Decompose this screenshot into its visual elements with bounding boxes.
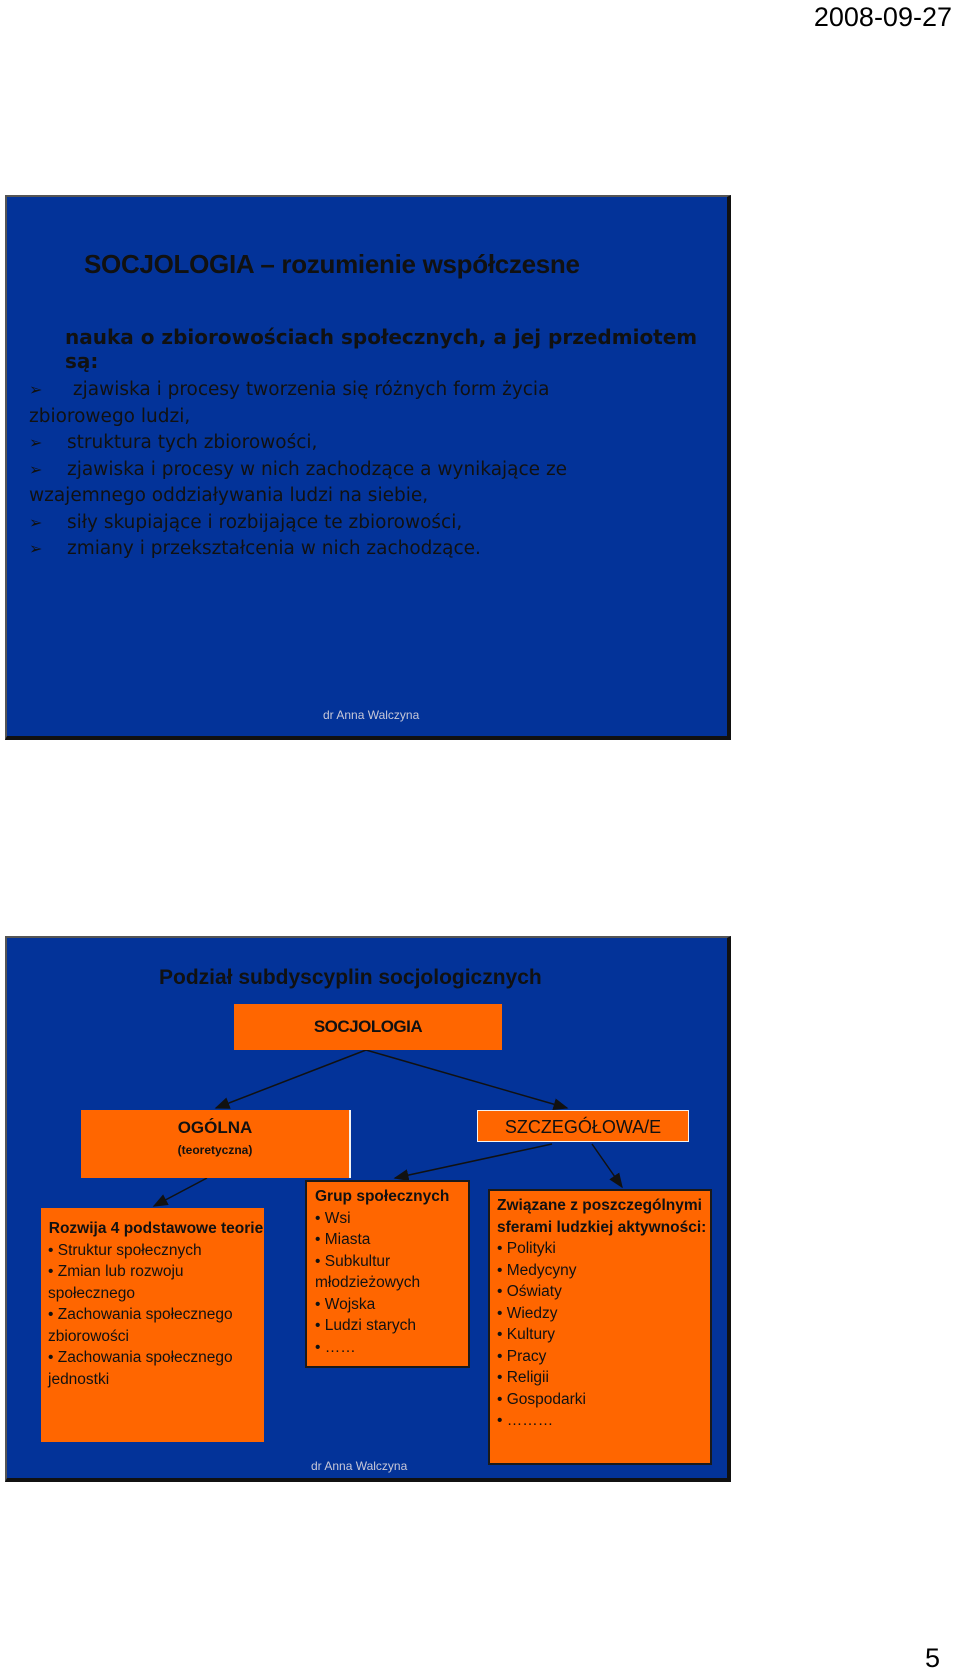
list-item — [29, 377, 709, 404]
list-item: • Oświaty — [497, 1281, 710, 1303]
list-item-text: zmiany i przekształcenia w nich zachodzące. — [67, 538, 481, 559]
page-date: 2008-09-27 — [813, 2, 952, 32]
box-activity-spheres-heading: Związane z poszczególnymi sferami ludzkiej aktywności: — [497, 1197, 707, 1236]
list-item — [29, 536, 709, 563]
slide1-title-main: SOCJOLOGIA — [84, 249, 254, 279]
list-item: • Wsi — [315, 1208, 468, 1230]
list-item — [29, 483, 709, 510]
box-theories-heading: Rozwija 4 podstawowe teorie — [48, 1220, 264, 1237]
slide2-footer: dr Anna Walczyna — [311, 1459, 408, 1473]
arrow-root-to-general — [216, 1050, 366, 1108]
list-item-text: wzajemnego oddziaływania ludzi na siebie, — [29, 485, 429, 506]
slide1-title-rest: – rozumienie współczesne — [260, 249, 580, 279]
node-general-label: OGÓLNA — [177, 1118, 253, 1137]
list-item-text: zbiorowego ludzi, — [29, 405, 191, 427]
page-number: 5 — [924, 1643, 940, 1673]
list-item-text: zjawiska i procesy w nich zachodzące a wynikające ze — [67, 458, 568, 480]
box-activity-spheres — [488, 1189, 712, 1465]
arrow-general-to-theories — [154, 1178, 207, 1206]
list-item — [29, 510, 709, 537]
list-item-text: zjawiska i procesy tworzenia się różnych form życia — [67, 379, 550, 400]
arrow-bullet-icon: ➢ — [29, 539, 43, 558]
list-item: • Kultury — [497, 1324, 710, 1346]
list-item — [29, 430, 709, 457]
box-social-groups-heading: Grup społecznych — [315, 1188, 450, 1205]
node-general — [81, 1110, 351, 1178]
list-item: • Zachowania społecznego zbiorowości — [48, 1304, 264, 1347]
list-item: • Polityki — [497, 1238, 710, 1260]
arrow-bullet-icon: ➢ — [29, 512, 43, 532]
list-item-text: siły skupiające i rozbijające te zbiorowości, — [67, 511, 463, 533]
slide1-footer: dr Anna Walczyna — [323, 708, 420, 722]
list-item: • Pracy — [497, 1346, 710, 1368]
node-general-sublabel: (teoretyczna) — [177, 1143, 253, 1157]
arrow-bullet-icon: ➢ — [29, 380, 43, 399]
list-item: • …… — [315, 1337, 468, 1359]
node-sociology: SOCJOLOGIA — [234, 1004, 502, 1050]
list-item: • Medycyny — [497, 1260, 710, 1282]
slide1-list — [29, 377, 709, 563]
slide-subdisciplines — [5, 936, 731, 1482]
slide2-title: Podział subdyscyplin socjologicznych — [159, 966, 542, 989]
arrow-specific-to-groups — [395, 1144, 552, 1178]
list-item: • Struktur społecznych — [48, 1240, 264, 1262]
arrow-specific-to-spheres — [592, 1144, 622, 1187]
list-item: • Zachowania społecznego jednostki — [48, 1347, 264, 1390]
list-item: • Gospodarki — [497, 1389, 710, 1411]
list-item: • Religii — [497, 1367, 710, 1389]
list-item: • Zmian lub rozwoju społecznego — [48, 1261, 264, 1304]
node-specific: SZCZEGÓŁOWA/E — [477, 1110, 689, 1142]
list-item — [29, 404, 709, 431]
list-item: • ……… — [497, 1410, 710, 1432]
list-item: • Subkultur młodzieżowych — [315, 1251, 468, 1294]
slide1-title — [84, 249, 580, 280]
list-item — [29, 457, 709, 484]
box-theories — [41, 1208, 264, 1442]
list-item: • Ludzi starych — [315, 1315, 468, 1337]
slide1-subtitle: nauka o zbiorowościach społecznych, a jej przedmiotem są: — [65, 325, 698, 373]
box-social-groups — [305, 1180, 470, 1368]
slide-sociology-definition — [5, 195, 731, 740]
arrow-bullet-icon: ➢ — [29, 433, 43, 452]
list-item: • Wojska — [315, 1294, 468, 1316]
arrow-bullet-icon: ➢ — [29, 459, 43, 479]
list-item-text: struktura tych zbiorowości, — [67, 432, 318, 453]
list-item: • Miasta — [315, 1229, 468, 1251]
list-item: • Wiedzy — [497, 1303, 710, 1325]
arrow-root-to-specific — [366, 1050, 567, 1108]
